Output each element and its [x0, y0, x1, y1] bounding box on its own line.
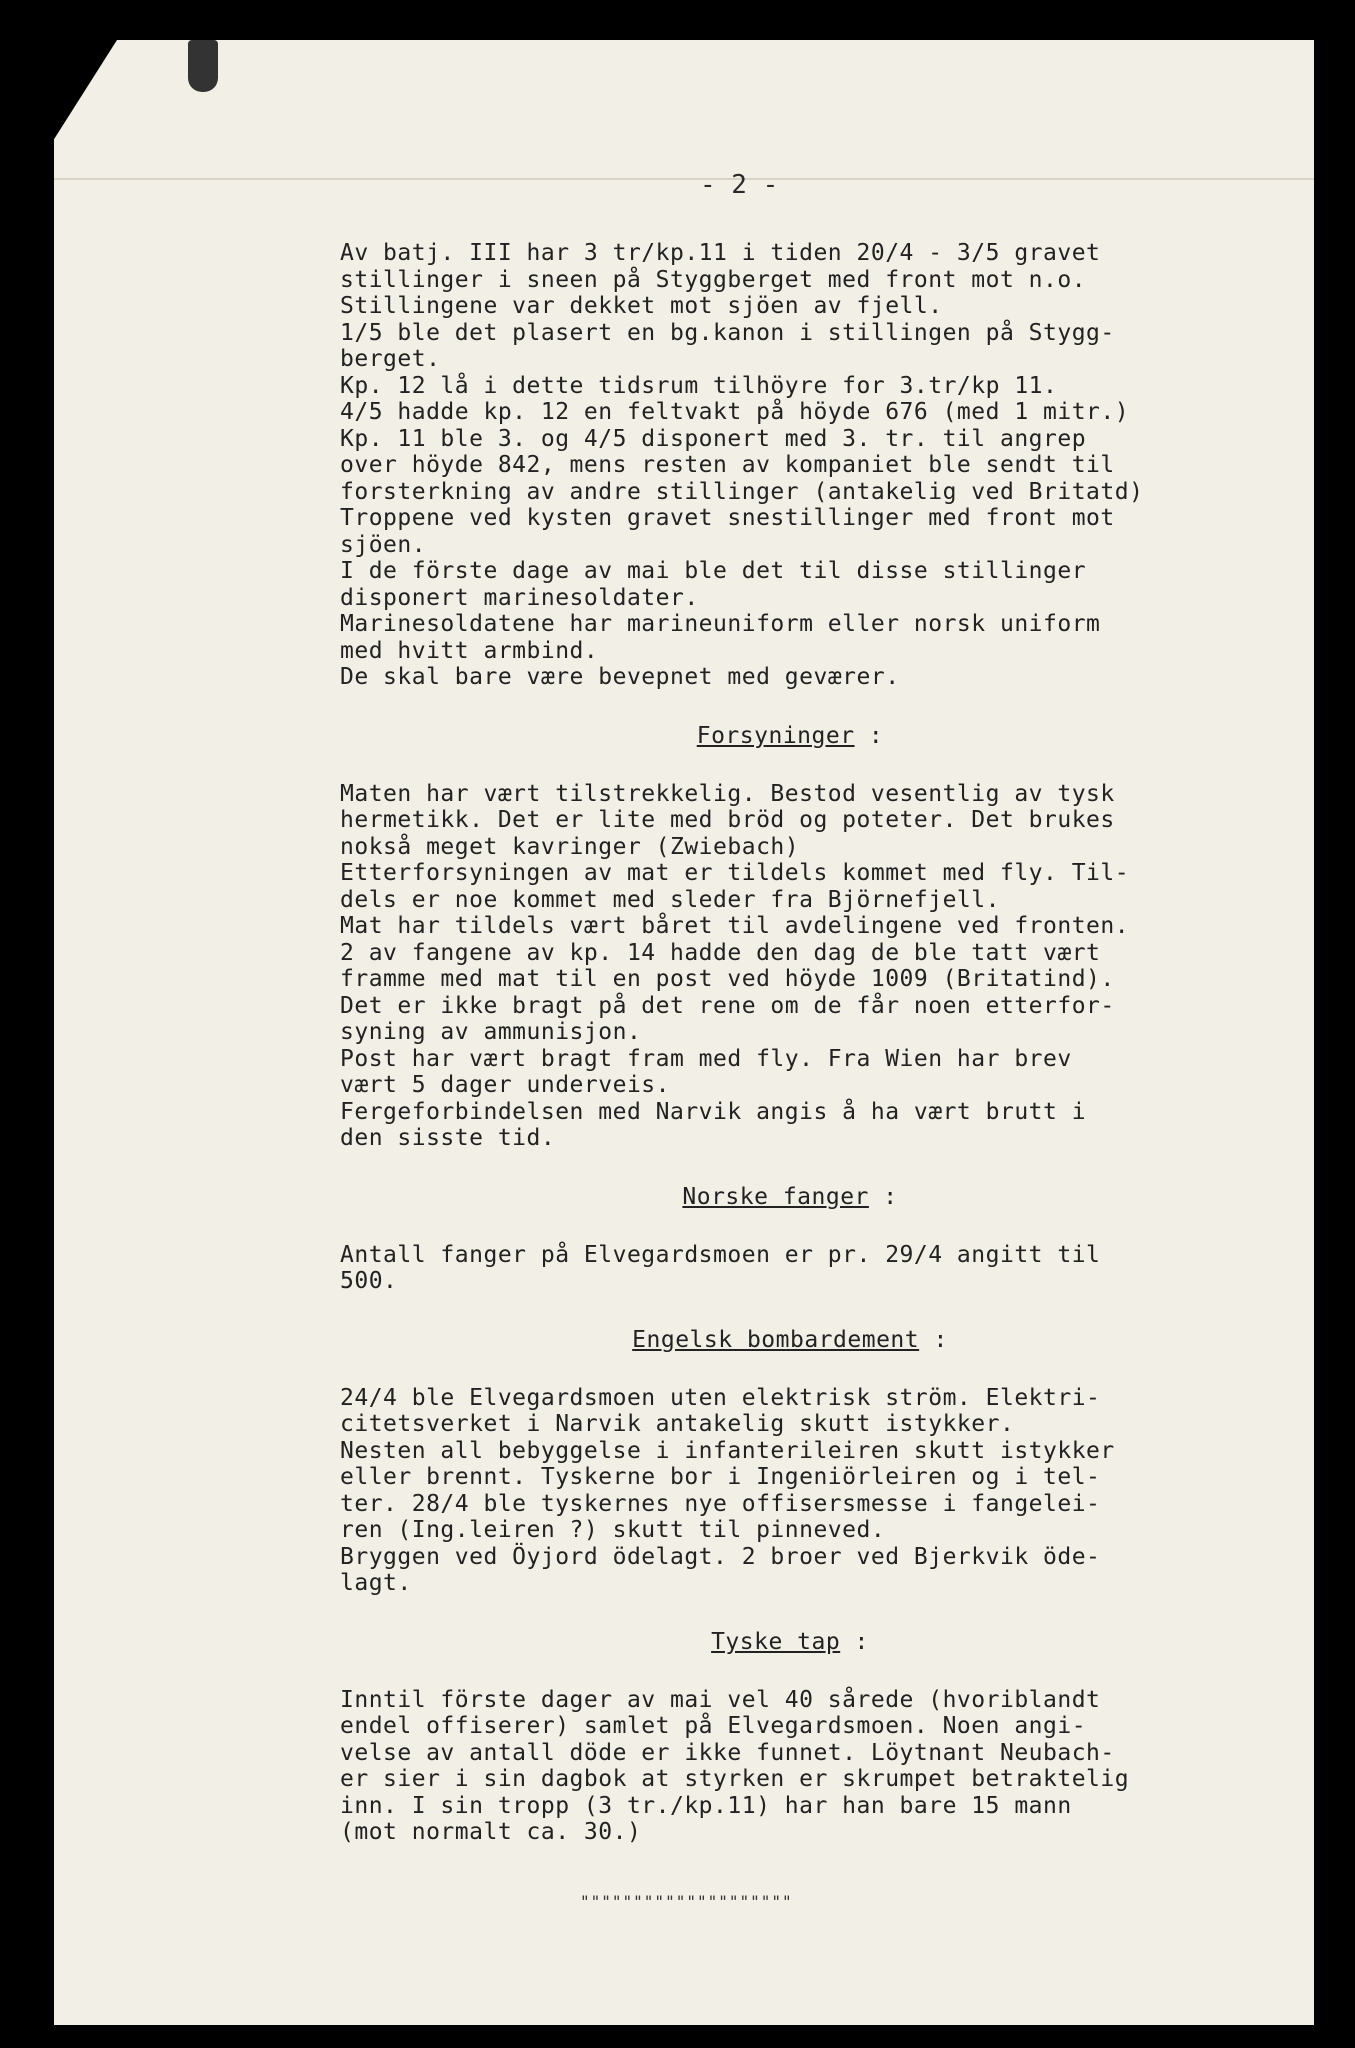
- heading-bombardment: [340, 1327, 1240, 1353]
- paragraph-positions: Av batj. III har 3 tr/kp.11 i tiden 20/4 - 3/5 gravet stillinger i sneen på Styggberget med front mot n.o. Stillingene var dekket mot sjöen av fjell. 1/5 ble det plasert en bg.kanon i stillingen på Stygg- berget. Kp. 12 lå i dette tidsrum tilhöyre for 3.tr/kp 11. 4/5 hadde kp. 12 en feltvakt på höyde 676 (med 1 mitr.) Kp. 11 ble 3. og 4/5 disponert med 3. tr. til angrep over höyde 842, mens resten av kompaniet ble sendt til forsterkning av andre stillinger (antakelig ved Britatd) Troppene ved kysten gravet snestillinger med front mot sjöen. I de förste dage av mai ble det til disse stillinger disponert marinesoldater. Marinesoldatene har marineuniform eller norsk uniform med hvitt armbind. De skal bare være bevepnet med geværer.: [340, 240, 1144, 690]
- heading-german-losses-text: Tyske tap: [711, 1628, 841, 1655]
- paragraph-german-losses: Inntil förste dager av mai vel 40 sårede (hvoriblandt endel offiserer) samlet på Elvegardsmoen. Noen angi- velse av antall döde er ikke funnet. Löytnant Neubach- er sier i sin dagbok at styrken er skrumpet betraktelig inn. I sin tropp (3 tr./kp.11) har han bare 15 mann (mot normalt ca. 30.): [340, 1686, 1130, 1845]
- heading-german-losses: [340, 1629, 1240, 1655]
- heading-bombardment-text: Engelsk bombardement: [632, 1326, 920, 1353]
- paragraph-prisoners: Antall fanger på Elvegardsmoen er pr. 29/4 angitt til 500.: [340, 1241, 1101, 1294]
- heading-german-losses-suffix: :: [840, 1628, 869, 1655]
- heading-prisoners-text: Norske fanger: [682, 1183, 869, 1210]
- heading-bombardment-suffix: :: [919, 1326, 948, 1353]
- page-number: - 2 -: [700, 170, 779, 200]
- document-body: [340, 240, 1240, 1846]
- paper-damage-mark: [188, 40, 218, 92]
- footer-end-mark: """""""""""""""""""": [580, 1892, 793, 1911]
- heading-prisoners: [340, 1184, 1240, 1210]
- paragraph-supplies: Maten har vært tilstrekkelig. Bestod vesentlig av tysk hermetikk. Det er lite med bröd og poteter. Det brukes nokså meget kavringer (Zwiebach) Etterforsyningen av mat er tildels kommet med fly. Til- dels er noe kommet med sleder fra Björnefjell. Mat har tildels vært båret til avdelingene ved fronten. 2 av fangene av kp. 14 hadde den dag de ble tatt vært framme med mat til en post ved höyde 1009 (Britatind). Det er ikke bragt på det rene om de får noen etterfor- syning av ammunisjon. Post har vært bragt fram med fly. Fra Wien har brev vært 5 dager underveis. Fergeforbindelsen med Narvik angis å ha vært brutt i den sisste tid.: [340, 780, 1130, 1151]
- paragraph-bombardment: 24/4 ble Elvegardsmoen uten elektrisk ström. Elektri- citetsverket i Narvik antakelig skutt istykker. Nesten all bebyggelse i infanterileiren skutt istykker eller brennt. Tyskerne bor i Ingeniörleiren og i tel- ter. 28/4 ble tyskernes nye offisersmesse i fangelei- ren (Ing.leiren ?) skutt til pinneved. Bryggen ved Öyjord ödelagt. 2 broer ved Bjerkvik öde- lagt.: [340, 1384, 1115, 1596]
- heading-prisoners-suffix: :: [868, 1183, 898, 1210]
- heading-supplies-text: Forsyninger: [696, 722, 855, 749]
- paper-fold-line: [54, 178, 1314, 180]
- heading-supplies-suffix: :: [854, 722, 884, 749]
- heading-supplies: [340, 723, 1240, 749]
